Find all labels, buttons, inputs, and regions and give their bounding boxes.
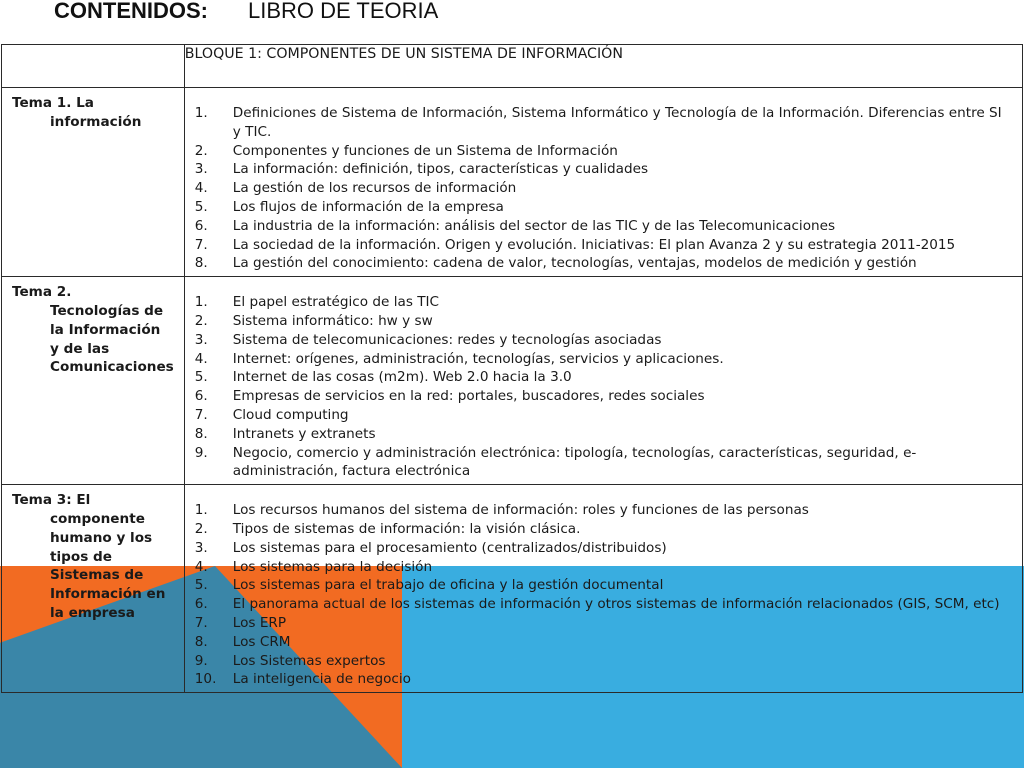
list-item	[185, 368, 1012, 387]
list-item-number: 5.	[194, 369, 208, 386]
list-item	[185, 217, 1012, 236]
table-row	[2, 485, 1023, 693]
list-item	[185, 350, 1012, 369]
list-item	[185, 236, 1012, 255]
list-item-text: Internet de las cosas (m2m). Web 2.0 hacia la 3.0	[232, 369, 572, 386]
list-item	[185, 539, 1012, 558]
list-item-text: Los recursos humanos del sistema de información: roles y funciones de las personas	[232, 502, 809, 519]
list-item	[185, 670, 1012, 689]
list-item-number: 9.	[194, 444, 208, 461]
list-item	[185, 444, 1012, 482]
list-item	[185, 160, 1012, 179]
list-item	[185, 198, 1012, 217]
list-item	[185, 179, 1012, 198]
table-row	[2, 277, 1023, 485]
list-item-number: 3.	[194, 539, 208, 556]
tema-title-rest: información	[50, 113, 142, 130]
list-item-text: La sociedad de la información. Origen y evolución. Iniciativas: El plan Avanza 2 y su estrategia 2011-2015	[232, 236, 956, 253]
tema-title	[2, 88, 184, 132]
list-item-text: El panorama actual de los sistemas de información y otros sistemas de información relacionados (GIS, SCM, etc)	[232, 596, 1000, 613]
list-item-text: Los Sistemas expertos	[232, 652, 386, 669]
list-item-text: Los ERP	[232, 614, 287, 631]
list-item-text: Los sistemas para la decisión	[232, 558, 433, 575]
table-header-row	[2, 45, 1023, 88]
list-item	[185, 633, 1012, 652]
tema-cell	[2, 485, 185, 693]
list-item-text: Los sistemas para el procesamiento (centralizados/distribuidos)	[232, 539, 667, 556]
list-item-number: 7.	[194, 236, 208, 253]
header-label: CONTENIDOS:	[54, 0, 208, 23]
list-item-text: Los flujos de información de la empresa	[232, 198, 504, 215]
list-item-number: 1.	[194, 502, 208, 519]
list-item-number: 7.	[194, 614, 208, 631]
list-item	[185, 425, 1012, 444]
table-row	[2, 88, 1023, 277]
items-cell	[184, 88, 1022, 277]
list-item	[185, 293, 1012, 312]
header-title: LIBRO DE TEORIA	[248, 0, 439, 23]
list-item-text: Los CRM	[232, 633, 291, 650]
list-item-text: La industria de la información: análisis del sector de las TIC y de las Telecomunicaciones	[232, 217, 836, 234]
list-item	[185, 520, 1012, 539]
list-item-text: Intranets y extranets	[232, 425, 376, 442]
list-item-number: 10.	[194, 671, 217, 688]
list-item	[185, 595, 1012, 614]
page-header	[54, 0, 438, 26]
list-item-number: 4.	[194, 558, 208, 575]
list-item-number: 8.	[194, 425, 208, 442]
list-item-number: 3.	[194, 331, 208, 348]
list-item-text: La gestión de los recursos de información	[232, 180, 517, 197]
list-item-number: 5.	[194, 198, 208, 215]
list-item-number: 6.	[194, 388, 208, 405]
list-item-text: Cloud computing	[232, 406, 349, 423]
list-item-number: 1.	[194, 294, 208, 311]
list-item	[185, 576, 1012, 595]
list-item-text: Negocio, comercio y administración electrónica: tipología, tecnologías, características, seguridad, e-administración, factura electrónica	[232, 444, 917, 480]
list-item	[185, 387, 1012, 406]
list-item	[185, 142, 1012, 161]
list-item	[185, 558, 1012, 577]
list-item-text: Sistema de telecomunicaciones: redes y tecnologías asociadas	[232, 331, 662, 348]
block-title: BLOQUE 1: COMPONENTES DE UN SISTEMA DE INFORMACIÓN	[184, 45, 1022, 88]
list-item-text: La inteligencia de negocio	[232, 671, 411, 688]
list-item-text: La información: definición, tipos, características y cualidades	[232, 161, 649, 178]
list-item-number: 2.	[194, 312, 208, 329]
topic-list	[185, 88, 1022, 276]
list-item	[185, 312, 1012, 331]
list-item-text: Internet: orígenes, administración, tecnologías, servicios y aplicaciones.	[232, 350, 724, 367]
tema-title	[2, 485, 184, 623]
header-empty-cell	[2, 45, 185, 88]
list-item	[185, 104, 1012, 142]
list-item	[185, 331, 1012, 350]
list-item-number: 6.	[194, 217, 208, 234]
topic-list	[185, 277, 1022, 484]
topic-list	[185, 485, 1022, 692]
list-item-number: 3.	[194, 161, 208, 178]
items-cell	[184, 277, 1022, 485]
tema-cell	[2, 277, 185, 485]
list-item-number: 8.	[194, 633, 208, 650]
list-item-text: Definiciones de Sistema de Información, Sistema Informático y Tecnología de la Información. Diferencias entre SI y TIC.	[232, 105, 1002, 140]
tema-title-first: Tema 2.	[12, 284, 72, 301]
list-item-text: La gestión del conocimiento: cadena de valor, tecnologías, ventajas, modelos de medición y gestión	[232, 255, 917, 272]
list-item-number: 5.	[194, 577, 208, 594]
list-item-text: Los sistemas para el trabajo de oficina y la gestión documental	[232, 577, 664, 594]
list-item	[185, 406, 1012, 425]
list-item	[185, 614, 1012, 633]
list-item-number: 6.	[194, 596, 208, 613]
list-item-number: 1.	[194, 105, 208, 121]
tema-title-rest: componente humano y los tipos de Sistemas de Información en la empresa	[50, 510, 166, 621]
tema-title	[2, 277, 184, 377]
list-item-number: 4.	[194, 350, 208, 367]
tema-title-first: Tema 3: El	[12, 492, 91, 509]
list-item	[185, 501, 1012, 520]
list-item-number: 7.	[194, 406, 208, 423]
list-item-text: Empresas de servicios en la red: portales, buscadores, redes sociales	[232, 388, 705, 405]
list-item-number: 9.	[194, 652, 208, 669]
tema-title-first: Tema 1. La	[12, 95, 94, 111]
list-item-text: El papel estratégico de las TIC	[232, 294, 440, 311]
list-item	[185, 254, 1012, 273]
list-item-number: 2.	[194, 142, 208, 159]
items-cell	[184, 485, 1022, 693]
list-item-text: Sistema informático: hw y sw	[232, 312, 433, 329]
list-item	[185, 652, 1012, 671]
list-item-number: 2.	[194, 520, 208, 537]
list-item-text: Componentes y funciones de un Sistema de Información	[232, 142, 618, 159]
tema-title-rest: Tecnologías de la Información y de las Comunicaciones	[50, 302, 174, 376]
list-item-number: 4.	[194, 180, 208, 197]
tema-cell	[2, 88, 185, 277]
contents-table	[1, 44, 1023, 693]
list-item-text: Tipos de sistemas de información: la visión clásica.	[232, 520, 581, 537]
list-item-number: 8.	[194, 255, 208, 272]
